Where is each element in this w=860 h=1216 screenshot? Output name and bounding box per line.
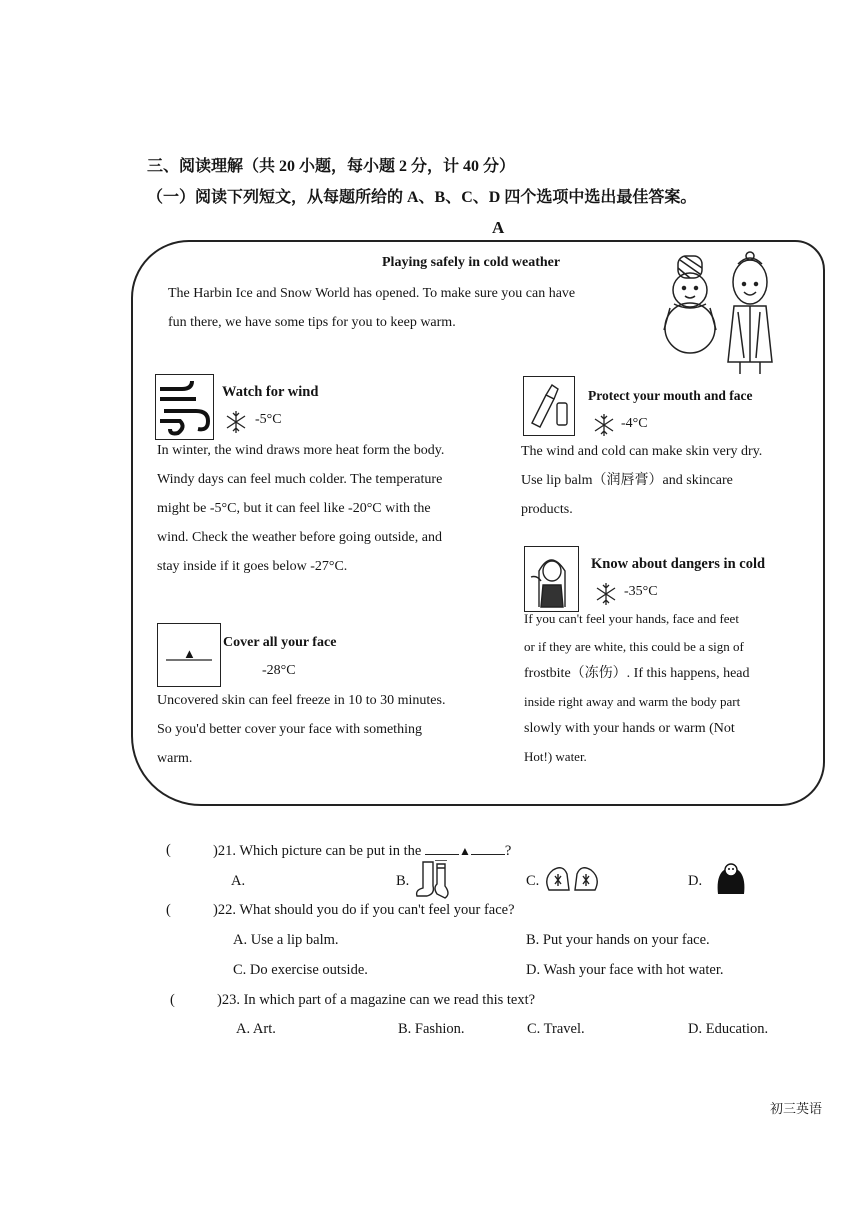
option-22-d[interactable]: D. Wash your face with hot water. xyxy=(526,962,724,978)
mouth-text xyxy=(521,437,762,524)
wind-icon xyxy=(155,374,214,440)
snowflake-icon xyxy=(593,412,615,438)
snowflake-icon xyxy=(595,581,617,607)
question-21-tail: ? xyxy=(504,843,512,859)
dangers-text xyxy=(524,605,750,770)
wind-line: stay inside if it goes below -27°C. xyxy=(157,559,348,574)
option-23-a[interactable]: A. Art. xyxy=(236,1021,276,1037)
option-22-a[interactable]: A. Use a lip balm. xyxy=(233,932,339,948)
triangle-mark-icon: ▲ xyxy=(458,844,471,858)
instruction-heading: （一）阅读下列短文，从每题所给的 A、B、C、D 四个选项中选出最佳答案。 xyxy=(147,189,697,206)
person-in-hood-icon xyxy=(714,858,748,896)
mouth-line: products. xyxy=(521,502,573,517)
mittens-icon xyxy=(543,864,601,896)
blank-picture-box xyxy=(157,623,221,687)
question-22-paren: ( xyxy=(166,902,171,918)
cover-title: Cover all your face xyxy=(223,635,337,650)
option-21-b[interactable]: B. xyxy=(396,873,410,889)
option-21-d[interactable]: D. xyxy=(688,873,703,889)
dangers-line: Hot!) water. xyxy=(524,748,587,764)
option-23-c[interactable]: C. Travel. xyxy=(527,1021,585,1037)
card-intro xyxy=(168,279,575,337)
snowman-girl-illustration xyxy=(660,250,780,378)
cover-line: warm. xyxy=(157,751,193,766)
wind-line: wind. Check the weather before going outside, and xyxy=(157,530,442,545)
question-21-text: )21. Which picture can be put in the xyxy=(213,843,422,859)
answer-blank xyxy=(471,842,505,855)
option-21-a[interactable]: A. xyxy=(231,873,246,889)
option-23-b[interactable]: B. Fashion. xyxy=(398,1021,465,1037)
question-21-paren: ( xyxy=(166,842,171,858)
dangers-line: frostbite（冻伤）. If this happens, head xyxy=(524,666,750,681)
dangers-line: If you can't feel your hands, face and feet xyxy=(524,611,739,626)
page-footer: 初三英语 xyxy=(770,1102,823,1117)
girl-in-cold-icon xyxy=(524,546,579,612)
answer-blank xyxy=(425,842,459,855)
dangers-line: slowly with your hands or warm (Not xyxy=(524,721,735,736)
mouth-title: Protect your mouth and face xyxy=(588,388,753,403)
dangers-temp: -35°C xyxy=(624,584,658,599)
snowflake-icon xyxy=(225,409,247,435)
cover-line: So you'd better cover your face with something xyxy=(157,722,422,737)
card-title: Playing safely in cold weather xyxy=(382,255,561,270)
passage-letter: A xyxy=(492,218,505,237)
dangers-line: inside right away and warm the body part xyxy=(524,693,741,709)
dangers-line: or if they are white, this could be a sign of xyxy=(524,638,744,654)
mouth-temp: -4°C xyxy=(621,416,648,431)
wind-title: Watch for wind xyxy=(222,384,319,400)
option-22-b[interactable]: B. Put your hands on your face. xyxy=(526,932,710,948)
intro-line: fun there, we have some tips for you to keep warm. xyxy=(168,315,456,330)
wind-text xyxy=(157,436,444,581)
triangle-mark-icon: ▲ xyxy=(183,646,196,661)
cover-line: Uncovered skin can feel freeze in 10 to 30 minutes. xyxy=(157,693,446,708)
option-22-c[interactable]: C. Do exercise outside. xyxy=(233,962,368,978)
cover-text xyxy=(157,686,445,773)
section-heading: 三、阅读理解（共 20 小题，每小题 2 分，计 40 分） xyxy=(147,158,516,175)
option-23-d[interactable]: D. Education. xyxy=(688,1021,769,1037)
wind-line: might be -5°C, but it can feel like -20°C with the xyxy=(157,501,431,516)
question-23-paren: ( xyxy=(170,992,175,1008)
question-21 xyxy=(213,842,511,860)
mouth-line: Use lip balm（润唇膏）and skincare xyxy=(521,473,733,488)
lip-balm-icon xyxy=(523,376,575,436)
cover-temp: -28°C xyxy=(262,663,296,678)
question-22: )22. What should you do if you can't feel your face? xyxy=(213,902,515,918)
mouth-line: The wind and cold can make skin very dry. xyxy=(521,444,763,459)
intro-line: The Harbin Ice and Snow World has opened. To make sure you can have xyxy=(168,286,576,301)
wind-line: In winter, the wind draws more heat form the body. xyxy=(157,443,445,458)
wind-line: Windy days can feel much colder. The temperature xyxy=(157,472,443,487)
socks-icon xyxy=(413,860,461,900)
dangers-title: Know about dangers in cold xyxy=(591,556,766,572)
wind-temp: -5°C xyxy=(255,412,282,427)
option-21-c[interactable]: C. xyxy=(526,873,540,889)
question-23: )23. In which part of a magazine can we read this text? xyxy=(217,992,536,1008)
